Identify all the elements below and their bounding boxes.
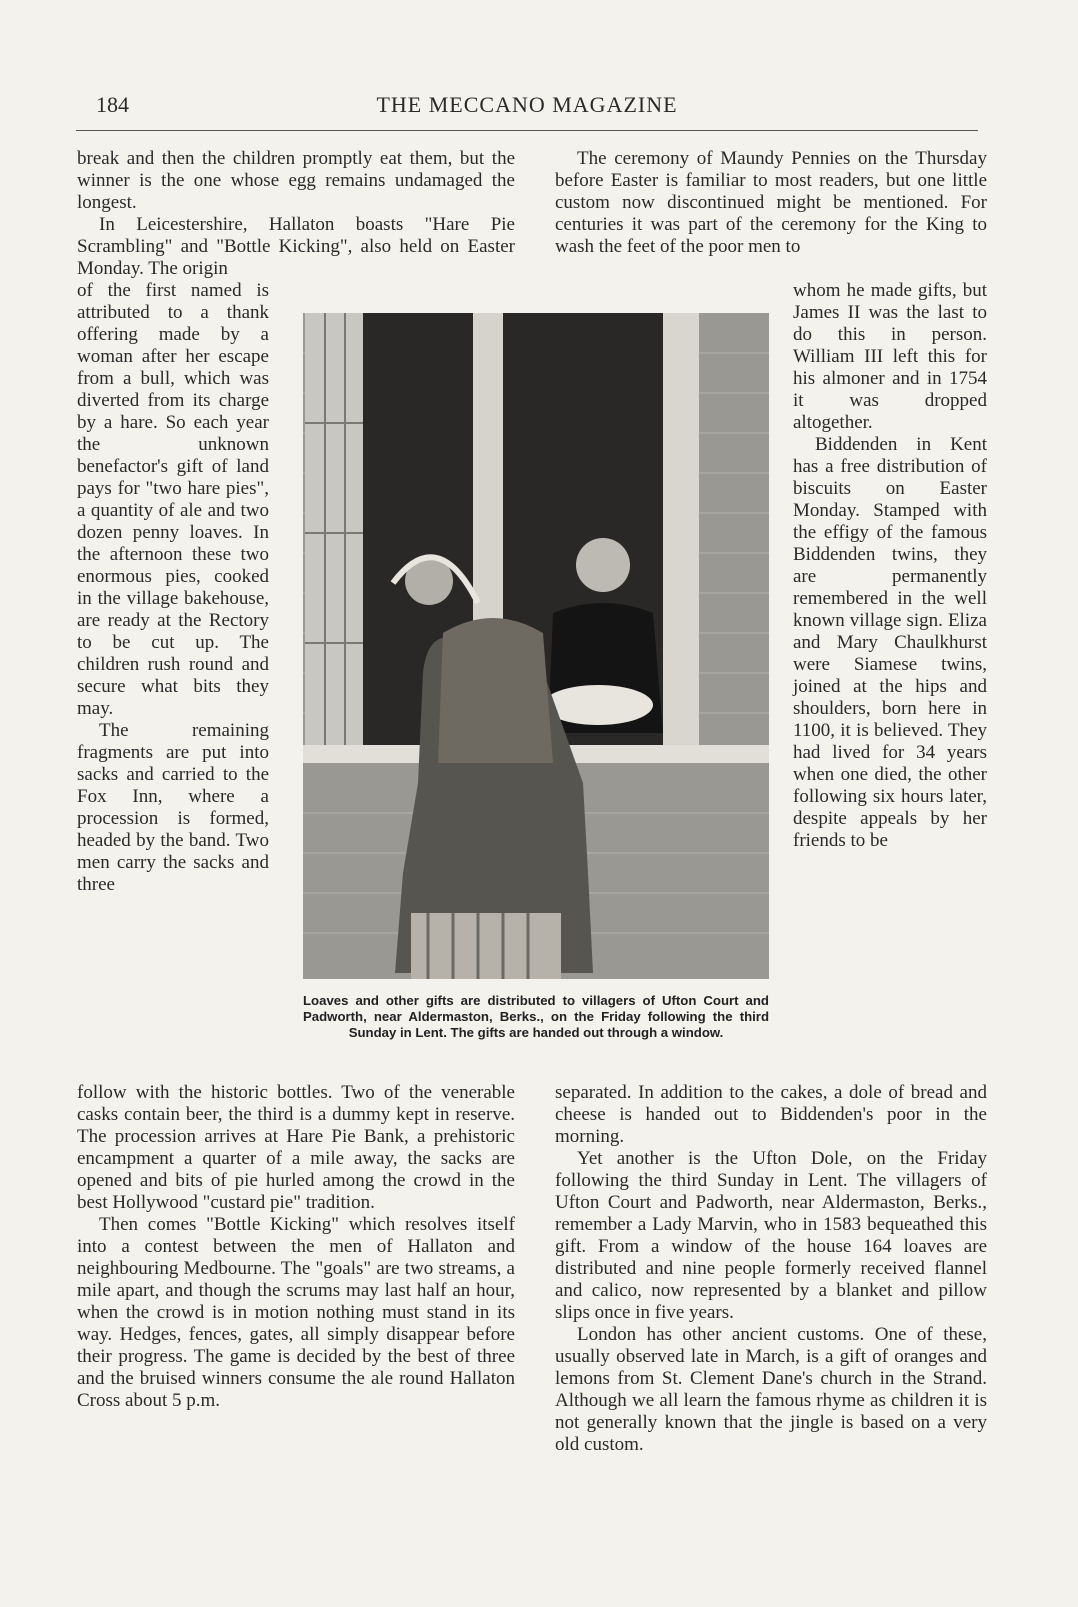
left-column-narrow (77, 280, 269, 896)
paragraph: break and then the children promptly eat them, but the winner is the one whose egg remains undamaged the longest. (77, 148, 515, 213)
right-column-top (555, 148, 987, 258)
photo-caption: Loaves and other gifts are distributed to villagers of Ufton Court and Padworth, near Aldermaston, Berks., on the Friday following the third Sunday in Lent. The gifts are handed out through a window. (303, 993, 769, 1040)
paragraph: follow with the historic bottles. Two of the venerable casks contain beer, the third is a dummy kept in reserve. The procession arrives at Hare Pie Bank, a prehistoric encampment a quarter of a mile away, the sacks are opened and bits of pie hurled among the crowd in the best Hollywood "custard pie" tradition. (77, 1082, 515, 1213)
photo-scene (303, 313, 769, 979)
magazine-title: THE MECCANO MAGAZINE (376, 92, 678, 117)
paragraph: The ceremony of Maundy Pennies on the Thursday before Easter is familiar to most readers, but one little custom now discontinued might be mentioned. For centuries it was part of the ceremony for the King to wash the feet of the poor men to (555, 148, 987, 257)
left-column-top (77, 148, 515, 280)
paragraph: In Leicestershire, Hallaton boasts "Hare Pie Scrambling" and "Bottle Kicking", also held on Easter Monday. The origin (77, 214, 515, 279)
paragraph: Biddenden in Kent has a free distribution of biscuits on Easter Monday. Stamped with the effigy of the famous Biddenden twins, they are permanently remembered in the well known village sign. Eliza and Mary Chaulkhurst were Siamese twins, joined at the hips and shoulders, born here in 1100, it is believed. They had lived for 34 years when one died, the other following six hours later, despite appeals by her friends to be (793, 434, 987, 851)
window-frame (663, 313, 699, 753)
paragraph: of the first named is attributed to a thank offering made by a woman after her escape from a bull, which was diverted from its charge by a hare. So each year the unknown benefactor's gift of land pays for "two hare pies", a quantity of ale and two dozen penny loaves. In the afternoon these two enormous pies, cooked in the village bakehouse, are ready at the Rectory to be cut up. The children rush round and secure what bits they may. (77, 280, 269, 719)
girl-hair (438, 618, 553, 763)
paragraph: London has other ancient customs. One of these, usually observed late in March, is a gift of oranges and lemons from St. Clement Dane's church in the Strand. Although we all learn the famous rhyme as children it is not generally known that the jingle is based on a very old custom. (555, 1324, 987, 1455)
paragraph: Then comes "Bottle Kicking" which resolves itself into a contest between the men of Hallaton and neighbouring Medbourne. The "goals" are two streams, a mile apart, and though the scrums may last half an hour, when the crowd is in motion nothing must stand in its way. Hedges, fences, gates, all simply disappear before their progress. The game is decided by the best of three and the bruised winners consume the ale round Hallaton Cross about 5 p.m. (77, 1214, 515, 1411)
paragraph: Yet another is the Ufton Dole, on the Friday following the third Sunday in Lent. The villagers of Ufton Court and Padworth, near Aldermaston, Berks., remember a Lady Marvin, who in 1583 bequeathed this gift. From a window of the house 164 loaves are distributed and nine people formerly received flannel and calico, now represented by a blanket and pillow slips once in five years. (555, 1148, 987, 1323)
photograph (303, 313, 769, 979)
page-number: 184 (96, 92, 129, 117)
right-column-narrow (793, 280, 987, 852)
page-header (76, 92, 978, 131)
left-column-bottom (77, 1082, 515, 1412)
paragraph: separated. In addition to the cakes, a dole of bread and cheese is handed out to Biddenden's poor in the morning. (555, 1082, 987, 1147)
paragraph: whom he made gifts, but James II was the last to do this in person. William III left this for his almoner and in 1754 it was dropped altogether. (793, 280, 987, 433)
paragraph: The remaining fragments are put into sacks and carried to the Fox Inn, where a procession is formed, headed by the band. Two men carry the sacks and three (77, 720, 269, 895)
woman-face (576, 538, 630, 592)
girl-skirt (411, 913, 561, 979)
right-column-bottom (555, 1082, 987, 1456)
